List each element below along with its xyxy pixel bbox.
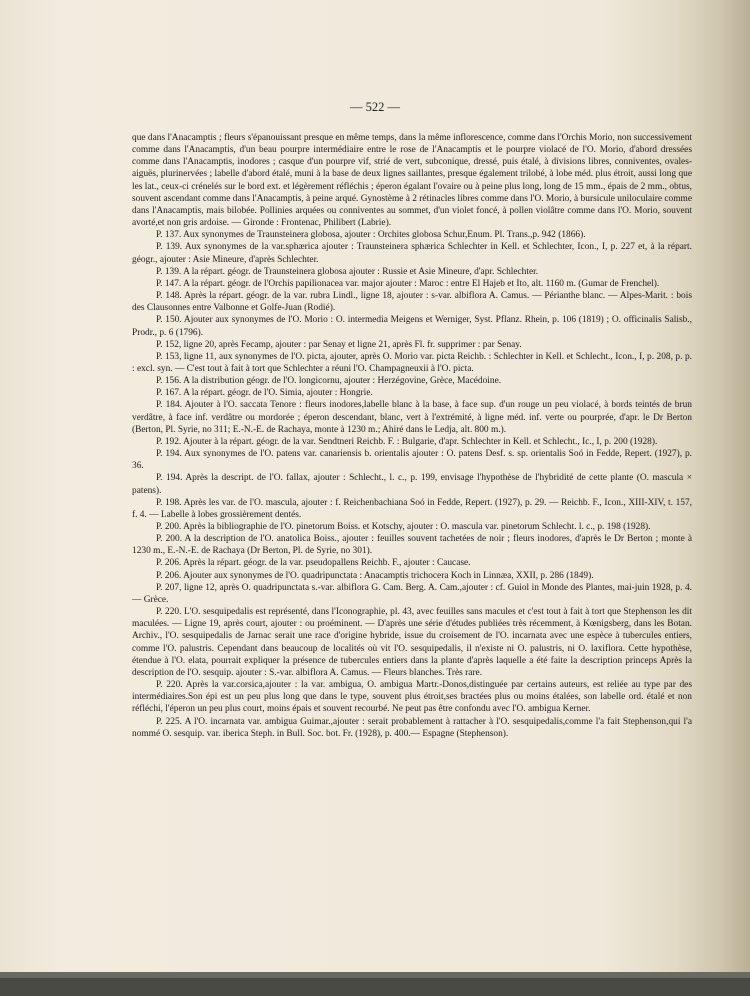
paragraph: P. 220. Après la var.corsica,ajouter : la var. ambigua, O. ambigua Martr.-Donos,distinguée par certains auteurs, est reliée au type par des intermédiaires.Son épi est un peu plus long que dans le type, souvent plus étroit,ses bractées plus ou moins étalées, son labelle ord. étalé et non réfléchi, l'éperon un peu plus court, moins épais et souvent recourbé. Ne peut pas être confondu avec l'O. ambigua Kerner. bbox=[132, 680, 692, 715]
scan-bottom-edge bbox=[0, 972, 750, 996]
paragraph: P. 148. Après la répart. géogr. de la var. rubra Lindl., ligne 18, ajouter : s-var. albiflora A. Camus. — Périanthe blanc. — Alpes-Marit. : bois des Clausonnes entre Valbonne et Golfe-Juan (Rodié). bbox=[132, 291, 692, 314]
paragraph: P. 207, ligne 12, après O. quadripunctata s.-var. albiflora G. Cam. Berg. A. Cam.,ajouter : cf. Guiol in Monde des Plantes, mai-juin 1928, p. 4. — Grèce. bbox=[132, 582, 692, 605]
body-text bbox=[132, 132, 692, 740]
paragraph: P. 156. A la distribution géogr. de l'O. longicornu, ajouter : Herzégovine, Grèce, Macédoine. bbox=[156, 376, 502, 387]
paragraph: P. 139. A la répart. géogr. de Traunsteinera globosa ajouter : Russie et Asie Mineure, d'apr. Schlechter. bbox=[156, 266, 539, 277]
paragraph: P. 147. A la répart. géogr. de l'Orchis papilionacea var. major ajouter : Maroc : entre El Hajeb et Ito, alt. 1160 m. (Gumar de Frenchel). bbox=[156, 278, 660, 289]
paragraph: P. 206. Ajouter aux synonymes de l'O. quadripunctata : Anacamptis trichocera Koch in Linnæa, XXII, p. 286 (1849). bbox=[156, 570, 594, 581]
page-number: — 522 — bbox=[350, 100, 400, 114]
paragraph: P. 198. Après les var. de l'O. mascula, ajouter : f. Reichenbachiana Soó in Fedde, Repert. (1927), p. 29. — Reichb. F., Icon., XIII-XIV, t. 157, f. 4. — Labelle à lobes grossièrement dentés. bbox=[132, 497, 692, 520]
paragraph: P. 225. A l'O. incarnata var. ambigua Guimar.,ajouter : serait probablement à rattacher à l'O. sesquipedalis,comme l'a fait Stephenson,qui l'a nommé O. sesquip. var. iberica Steph. in Bull. Soc. bot. Fr. (1928), p. 400.— Espagne (Stephenson). bbox=[132, 716, 692, 739]
paragraph: P. 152, ligne 20, après Fecamp, ajouter : par Senay et ligne 21, après Fl. fr. supprimer : par Senay. bbox=[156, 339, 522, 350]
paragraph: P. 167. A la répart. géogr. de l'O. Simia, ajouter : Hongrie. bbox=[156, 388, 373, 399]
paragraph: P. 194. Aux synonymes de l'O. patens var. canariensis b. orientalis ajouter : O. patens Desf. s. sp. orientalis Soó in Fedde, Repert. (1927), p. 36. bbox=[132, 449, 692, 472]
paragraph: P. 150. Ajouter aux synonymes de l'O. Morio : O. intermedia Meigens et Werniger, Syst. Pflanz. Rhein, p. 106 (1819) ; O. officinalis Salisb., Prodr., p. 6 (1796). bbox=[132, 315, 692, 338]
paragraph: P. 194. Après la descript. de l'O. fallax, ajouter : Schlecht., l. c., p. 199, envisage l'hypothèse de l'hybridité de cette plante (O. mascula × patens). bbox=[132, 473, 692, 496]
paragraph: P. 220. L'O. sesquipedalis est représenté, dans l'Iconographie, pl. 43, avec feuilles sans macules et c'est tout à fait à tort que Stephenson les dit maculées. — Ligne 19, après court, ajouter : ou proéminent. — D'après une série d'études publiées très récemment, à Kœnigsberg, dans les Botan. Archiv., l'O. sesquipedalis de Jarnac serait une race d'origine hybride, issue du croisement de l'O. incarnata avec une espèce à tubercules entiers, comme l'O. palustris. Cependant dans beaucoup de localités où vit l'O. sesquipedalis, il n'existe ni O. palustris, ni O. laxiflora. Cette hypothèse, étendue à l'O. elata, pourrait expliquer la présence de tubercules entiers dans la plante d'après laquelle a été faite la description princeps Après la description de l'O. sesquip. ajouter : S.-var. albiflora A. Camus. — Fleurs blanches. Très rare. bbox=[132, 607, 692, 678]
paragraph: P. 139. Aux synonymes de la var.sphærica ajouter : Traunsteinera sphærica Schlechter in Kell. et Schlechter, Icon., I, p. 227 et, à la répart. géogr., ajouter : Asie Mineure, d'après Schlechter. bbox=[132, 242, 692, 265]
paragraph: P. 184. Ajouter à l'O. saccata Tenore : fleurs inodores,labelle blanc à la base, à face sup. d'un rouge un peu violacé, à bords teintés de brun verdâtre, à face inf. verdâtre ou mordorée ; éperon descendant, blanc, vert à l'extrémité, à ligne méd. inf. verte ou pourprée, d'apr. le Dr Berton (Berton, Pl. Syrie, no 311; E.-N.-E. de Rachaya, monte à 1230 m.; Ahiré dans le Ledja, alt. 800 m.). bbox=[132, 400, 692, 435]
paragraph: P. 192. Ajouter à la répart. géogr. de la var. Sendtneri Reichb. F. : Bulgarie, d'apr. Schlechter in Kell. et Schlecht., Ic., I, p. 200 (1928). bbox=[156, 436, 658, 447]
paragraph: P. 137. Aux synonymes de Traunsteinera globosa, ajouter : Orchites globosa Schur,Enum. Pl. Trans.,p. 942 (1866). bbox=[156, 230, 586, 241]
paragraph: P. 200. Après la bibliographie de l'O. pinetorum Boiss. et Kotschy, ajouter : O. mascula var. pinetorum Schlecht. l. c., p. 198 (1928). bbox=[156, 522, 651, 532]
paragraph-continuation: que dans l'Anacamptis ; fleurs s'épanouissant presque en même temps, dans la même inflorescence, comme dans l'Orchis Morio, non successivement comme dans l'Anacamptis, d'un beau pourpre intermédiaire entre le rose de l'Anacamptis et le pourpre violacé de l'O. Morio, d'abord dressées comme dans l'Anacamptis, inodores ; casque d'un pourpre vif, strié de vert, subconique, dressé, puis étalé, à divisions libres, conniventes, ovales-aiguës, plurinervées ; labelle d'abord étalé, muni à la base de deux lignes saillantes, presque également trilobé, à lobe méd. plus étroit, aussi long que les lat., ceux-ci crénelés sur le bord ext. et légèrement réfléchis ; éperon égalant l'ovaire ou à peine plus long, long de 15 mm., épais de 2 mm., obtus, souvent ascendant comme dans l'Anacamptis, à peine arqué. Gynostème à 2 rétinacles libres comme dans l'O. Morio, à bursicule uniloculaire comme dans l'Anacamptis, mais bilobée. Pollinies arquées ou conniventes au sommet, d'un violet foncé, à pollen violâtre comme dans l'O. Morio, souvent avorté,et non gris ardoise. — Gironde : Frontenac, Philibert (Labrie). bbox=[132, 133, 692, 229]
paragraph: P. 153, ligne 11, aux synonymes de l'O. picta, ajouter, après O. Morio var. picta Reichb. : Schlechter in Kell. et Schlecht., Icon., I, p. 208, p. p. : excl. syn. — C'est tout à fait à tort que Schlechter a réuni l'O. Champagneuxii à l'O. picta. bbox=[132, 351, 692, 374]
paragraph: P. 200. A la description de l'O. anatolica Boiss., ajouter : feuilles souvent tachetées de noir ; fleurs inodores, d'après le Dr Berton ; monte à 1230 m., E.-N.-E. de Rachaya (Dr Berton, Pl. de Syrie, no 301). bbox=[132, 534, 692, 557]
paragraph: P. 206. Après la répart. géogr. de la var. pseudopallens Reichb. F., ajouter : Caucase. bbox=[156, 558, 471, 569]
